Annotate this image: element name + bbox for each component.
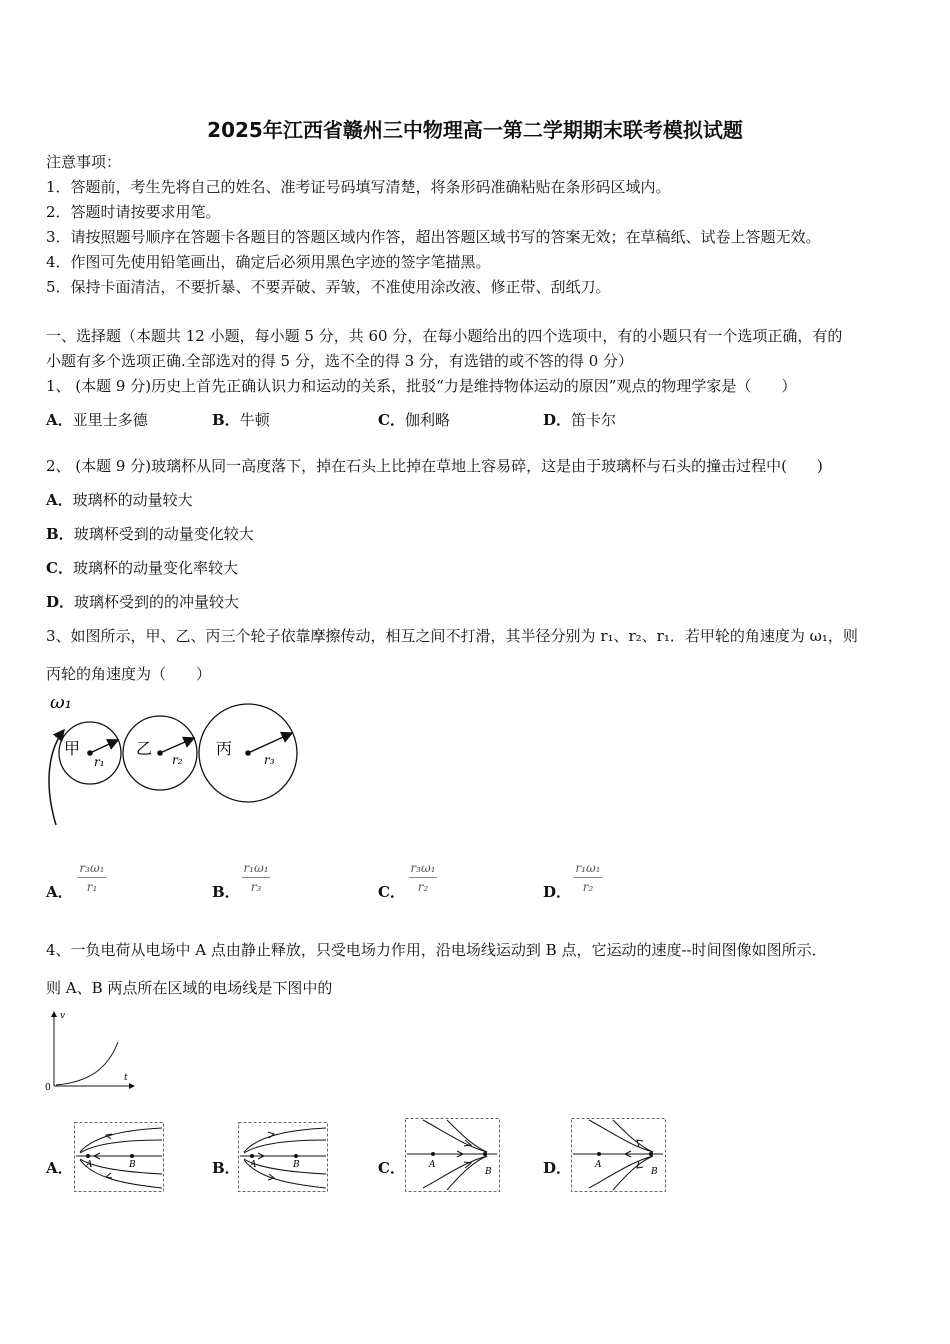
field-line [447,1156,487,1190]
denominator: r₃ [250,880,262,894]
point-a-label: A [86,1160,93,1170]
numerator: r₃ω₁ [79,861,105,875]
point-a [86,1154,90,1158]
point-b-label: B [293,1160,300,1170]
option-label: A． [46,491,73,509]
point-a [250,1154,254,1158]
wheel-radius: r₂ [172,753,183,767]
option-label: B． [46,525,74,543]
point-a [597,1152,601,1156]
wheel-radius: r₁ [94,755,105,769]
q4-option-c[interactable]: C． [378,1159,405,1177]
q4-option-a[interactable]: A． [46,1159,73,1177]
q2-option-c[interactable] [46,558,238,578]
denominator: r₁ [86,880,98,894]
q1-stem: 1、 (本题 9 分)历史上首先正确认识力和运动的关系，批驳“力是维持物体运动的原因”观点的物理学家是（ ） [46,377,797,395]
rotation-arrow-icon [49,730,64,825]
wheels-figure [40,690,310,830]
q4-stem-cont: 则 A、B 两点所在区域的电场线是下图中的 [46,979,333,997]
q3-option-d-fraction [568,860,608,895]
point-b-label: B [485,1167,492,1177]
q4-option-b[interactable]: B． [212,1159,240,1177]
field-line [80,1140,162,1153]
point-b [294,1154,298,1158]
point-b [649,1152,653,1156]
notice-item: 1．答题前，考生先将自己的姓名、准考证号码填写清楚，将条形码准确粘贴在条形码区域内。 [46,178,671,196]
q4-stem: 4、一负电荷从电场中 A 点由静止释放，只受电场力作用，沿电场线运动到 B 点，它运动的速度--时间图像如图所示． [46,941,827,959]
point-b [130,1154,134,1158]
notice-item: 4．作图可先使用铅笔画出，确定后必须用黑色字迹的签字笔描黑。 [46,253,491,271]
option-label: B． [212,411,240,429]
q3-option-c-fraction [403,860,443,895]
option-text: 玻璃杯受到的动量变化较大 [73,525,254,543]
section-heading: 一、选择题（本题共 12 小题，每小题 5 分，共 60 分，在每小题给出的四个选项中，有的小题只有一个选项正确，有的 [46,327,843,345]
radius-arrow-icon [248,733,292,753]
option-label: A． [46,411,73,429]
point-b-label: B [129,1160,136,1170]
q1-option-b[interactable] [212,410,270,430]
q3-option-c[interactable]: C． [378,883,405,901]
vt-graph [40,1006,140,1096]
q4-option-d[interactable]: D． [543,1159,572,1177]
radius-arrow-icon [160,738,194,753]
wheel-name: 丙 [216,739,233,758]
numerator: r₁ω₁ [575,861,601,875]
option-text: 玻璃杯的动量变化率较大 [72,559,238,577]
option-label: D． [46,593,75,611]
q3-option-b[interactable]: B． [212,883,240,901]
q1-option-a[interactable] [46,410,148,430]
point-a [431,1152,435,1156]
fraction-bar [409,877,437,878]
q3-stem-cont: 丙轮的角速度为（ ） [46,665,212,683]
field-lines-d [571,1118,666,1192]
option-text: 牛顿 [239,411,270,429]
option-label: C． [46,559,73,577]
fraction-bar [78,877,106,878]
q1-option-d[interactable] [543,410,616,430]
vt-curve [56,1042,118,1085]
q3-option-a[interactable]: A． [46,883,73,901]
denominator: r₂ [582,880,594,894]
option-text: 伽利略 [404,411,450,429]
field-line [244,1140,326,1153]
q2-option-b[interactable] [46,524,254,544]
q1-option-c[interactable] [378,410,450,430]
field-lines-a [74,1122,164,1192]
wheel-name: 乙 [136,739,153,758]
point-a-label: A [595,1160,602,1170]
notice-item: 5．保持卡面清洁，不要折暴、不要弄破、弄皱，不准使用涂改液、修正带、刮纸刀。 [46,278,611,296]
wheel-name: 甲 [64,739,81,758]
numerator: r₁ω₁ [243,861,269,875]
page-title: 2025年江西省赣州三中物理高一第二学期期末联考模拟试题 [207,118,743,142]
q2-option-a[interactable] [46,490,193,510]
field-lines-b [238,1122,328,1192]
origin-label: 0 [45,1083,51,1093]
option-text: 玻璃杯的动量较大 [72,491,193,509]
q3-stem: 3、如图所示，甲、乙、丙三个轮子依靠摩擦传动，相互之间不打滑，其半径分别为 r₁、r₂、r₁．若甲轮的角速度为 ω₁，则 [46,627,858,645]
radius-arrow-icon [90,740,118,753]
field-line [447,1120,487,1152]
notice-item: 3．请按照题号顺序在答题卡各题目的答题区域内作答，超出答题区域书写的答案无效；在草稿纸、试卷上答题无效。 [46,228,821,246]
option-text: 笛卡尔 [571,411,617,429]
point-a-label: A [250,1160,257,1170]
denominator: r₂ [417,880,429,894]
q3-option-d[interactable]: D． [543,883,572,901]
option-label: D． [543,411,572,429]
option-text: 玻璃杯受到的的冲量较大 [74,593,240,611]
notice-heading: 注意事项： [46,153,122,171]
point-a-label: A [429,1160,436,1170]
wheel-radius: r₃ [264,753,275,767]
field-lines-c [405,1118,500,1192]
fraction-bar [242,877,270,878]
point-b-label: B [651,1167,658,1177]
q3-option-b-fraction [236,860,276,895]
field-line [613,1156,653,1190]
fraction-bar [574,877,602,878]
omega-label: ω₁ [50,692,72,713]
option-label: C． [378,411,405,429]
option-text: 亚里士多德 [72,411,148,429]
notice-item: 2．答题时请按要求用笔。 [46,203,221,221]
arrow-icon [106,1173,112,1178]
section-heading-cont: 小题有多个选项正确.全部选对的得 5 分，选不全的得 3 分，有选错的或不答的得 0 分） [46,352,634,370]
field-line [613,1120,653,1152]
q3-option-a-fraction [72,860,112,895]
numerator: r₃ω₁ [410,861,436,875]
x-axis-label: t [124,1073,128,1083]
point-b [483,1152,487,1156]
y-axis-label: v [60,1011,66,1021]
q2-stem: 2、 (本题 9 分)玻璃杯从同一高度落下，掉在石头上比掉在草地上容易碎，这是由于玻璃杯与石头的撞击过程中( ) [46,457,823,475]
q2-option-d[interactable] [46,592,239,612]
